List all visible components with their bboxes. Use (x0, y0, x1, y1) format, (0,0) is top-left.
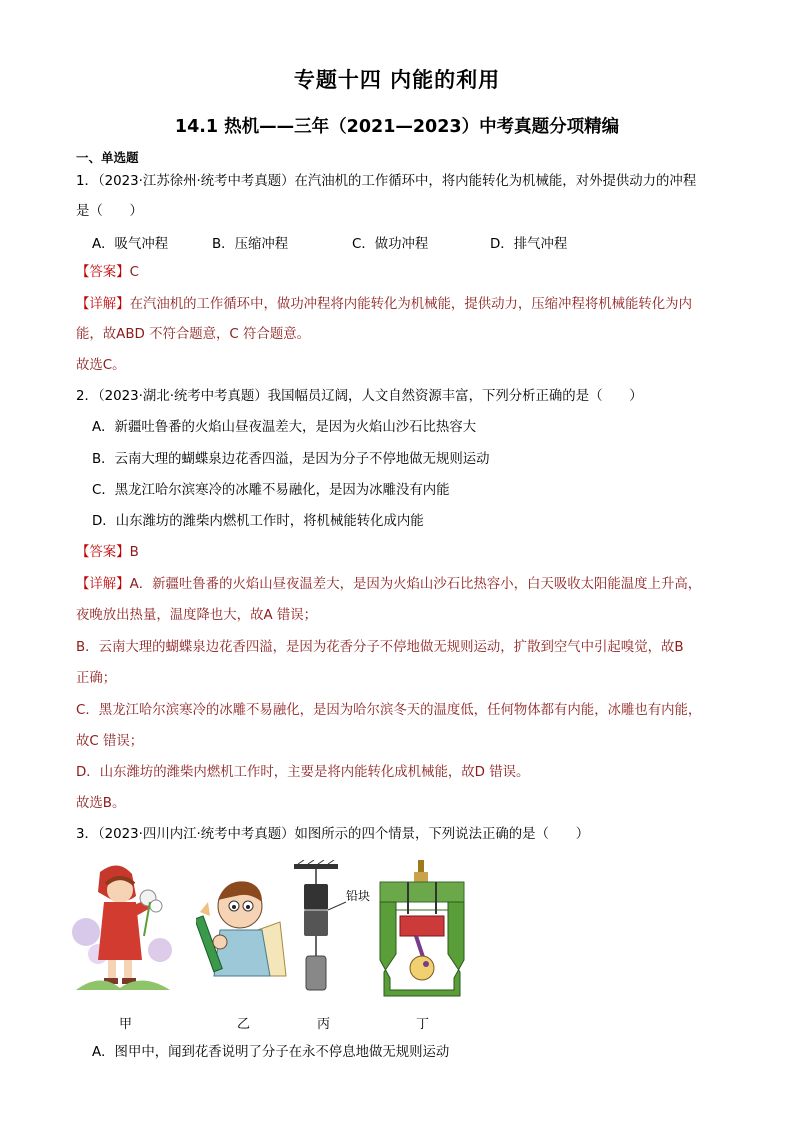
q2-detail-b-line2: 正确； (76, 671, 117, 686)
detail-tag: 【详解】 (76, 297, 130, 312)
q1-option-d: D．排气冲程 (490, 237, 568, 252)
q1-option-b: B．压缩冲程 (212, 237, 289, 252)
boy-with-pencil-figure (196, 872, 288, 984)
page-subtitle: 14.1 热机——三年（2021—2023）中考真题分项精编 (174, 117, 620, 137)
q1-stem-line1: 1．（2023·江苏徐州·统考中考真题）在汽油机的工作循环中，将内能转化为机械能，对外提供动力的冲程 (76, 174, 697, 189)
detail-tag: 【详解】 (76, 577, 130, 592)
q3-stem: 3．（2023·四川内江·统考中考真题）如图所示的四个情景，下列说法正确的是（ ） (76, 827, 590, 842)
q1-detail-line1 (76, 296, 692, 314)
lead-blocks-figure (290, 860, 380, 1000)
girl-smelling-flowers-figure (70, 862, 180, 994)
q2-option-d: D．山东潍坊的潍柴内燃机工作时，将机械能转化成内能 (92, 514, 424, 529)
q2-detail-c-line1: C．黑龙江哈尔滨寒冷的冰雕不易融化，是因为哈尔滨冬天的温度低，任何物体都有内能，冰雕也有内能， (76, 703, 702, 718)
figure-caption-bing: 丙 (317, 1017, 331, 1032)
q1-option-c: C．做功冲程 (352, 237, 429, 252)
q2-option-a: A．新疆吐鲁番的火焰山昼夜温差大，是因为火焰山沙石比热容大 (92, 420, 477, 435)
q1-answer (76, 264, 139, 282)
q2-option-c: C．黑龙江哈尔滨寒冷的冰雕不易融化，是因为冰雕没有内能 (92, 483, 450, 498)
q2-conclusion: 故选B。 (76, 796, 126, 811)
answer-value: C (129, 265, 139, 280)
figure-caption-jia: 甲 (119, 1017, 133, 1032)
q3-option-a: A．图甲中，闻到花香说明了分子在永不停息地做无规则运动 (92, 1045, 450, 1060)
q2-detail-c-line2: 故C 错误； (76, 734, 144, 749)
figure-caption-yi: 乙 (237, 1017, 251, 1032)
q1-conclusion: 故选C。 (76, 358, 126, 373)
q2-answer (76, 544, 139, 562)
q1-detail-line2: 能，故ABD 不符合题意，C 符合题意。 (76, 327, 310, 342)
q2-option-b: B．云南大理的蝴蝶泉边花香四溢，是因为分子不停地做无规则运动 (92, 452, 490, 467)
q1-option-a: A．吸气冲程 (92, 237, 169, 252)
answer-tag: 【答案】 (76, 545, 130, 560)
answer-tag: 【答案】 (76, 265, 130, 280)
detail-text: 在汽油机的工作循环中，做功冲程将内能转化为机械能，提供动力，压缩冲程将机械能转化为内 (129, 297, 692, 312)
q2-detail-d: D．山东潍坊的潍柴内燃机工作时，主要是将内能转化成机械能，故D 错误。 (76, 765, 530, 780)
detail-text: A．新疆吐鲁番的火焰山昼夜温差大，是因为火焰山沙石比热容小，白天吸收太阳能温度上升高， (129, 577, 702, 592)
engine-cylinder-figure (374, 860, 470, 1000)
q1-stem-line2: 是（ ） (76, 204, 143, 219)
q2-detail-a-line1 (76, 576, 701, 594)
q2-detail-b-line1: B．云南大理的蝴蝶泉边花香四溢，是因为花香分子不停地做无规则运动，扩散到空气中引起嗅觉，故B (76, 640, 684, 655)
q2-detail-a-line2: 夜晚放出热量，温度降也大，故A 错误； (76, 608, 318, 623)
page-title: 专题十四 内能的利用 (293, 68, 501, 92)
answer-value: B (129, 545, 139, 560)
lead-block-label: 铅块 (346, 889, 371, 903)
q2-stem: 2．（2023·湖北·统考中考真题）我国幅员辽阔，人文自然资源丰富，下列分析正确的是（ ） (76, 389, 643, 404)
figure-caption-ding: 丁 (416, 1017, 430, 1032)
section-heading: 一、单选题 (76, 150, 139, 165)
